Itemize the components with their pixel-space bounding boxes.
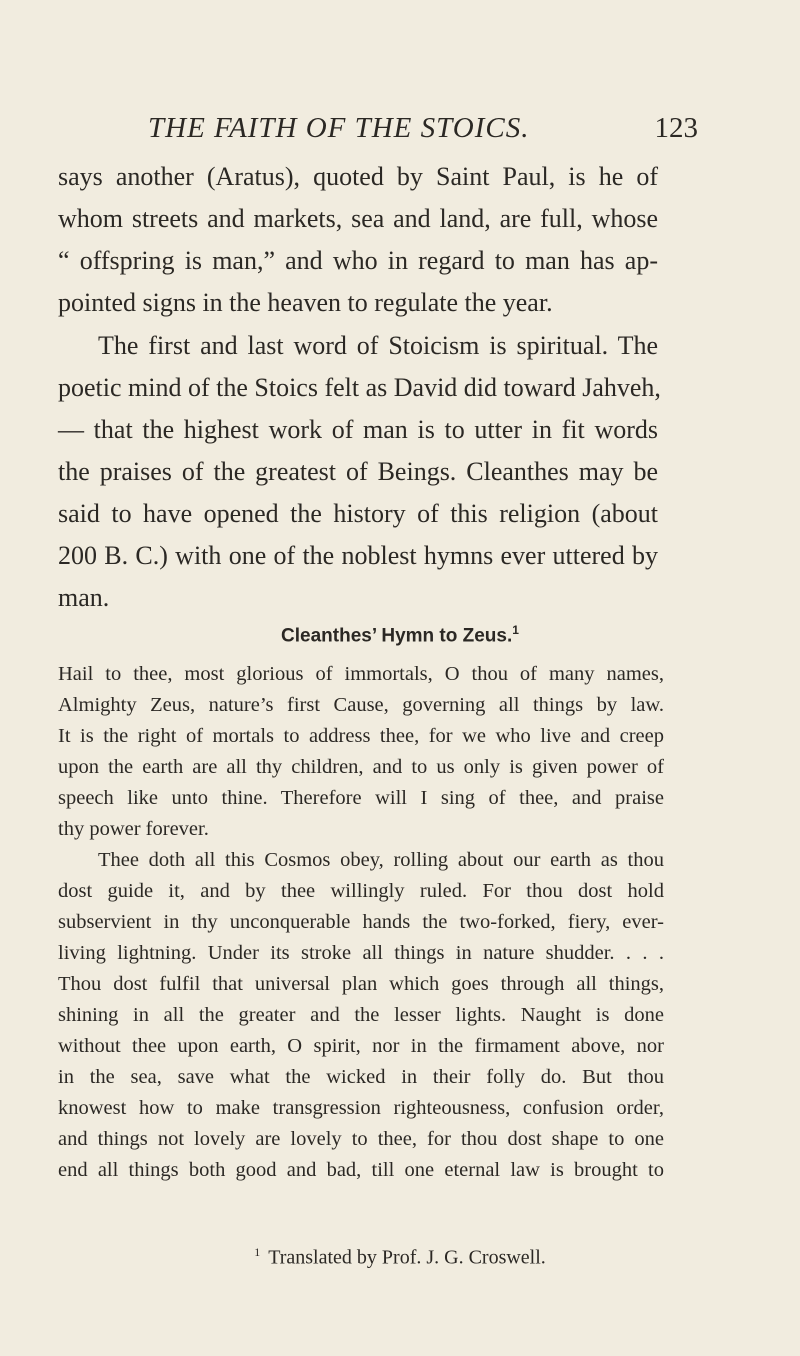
hymn-line: without thee upon earth, O spirit, nor in the firmament above, nor [58, 1035, 664, 1057]
hymn-line: upon the earth are all thy children, and to us only is given power of [58, 756, 664, 778]
hymn-line: end all things both good and bad, till one eternal law is brought to [58, 1159, 664, 1181]
hymn-line: and things not lovely are lovely to thee, for thou dost shape to one [58, 1128, 664, 1150]
text-line: says another (Aratus), quoted by Saint Paul, is he of [58, 162, 658, 191]
footnote-reference: 1 [512, 623, 519, 637]
hymn-line: dost guide it, and by thee willingly ruled. For thou dost hold [58, 880, 664, 902]
text-line: said to have opened the history of this religion (about [58, 499, 658, 528]
hymn-line: speech like unto thine. Therefore will I sing of thee, and praise [58, 787, 664, 809]
hymn-line: Almighty Zeus, nature’s first Cause, governing all things by law. [58, 694, 664, 716]
text-line: poetic mind of the Stoics felt as David did toward Jahveh, [58, 373, 661, 402]
text-line: man. [58, 583, 110, 612]
text-line: pointed signs in the heaven to regulate the year. [58, 288, 553, 317]
running-head [148, 112, 698, 152]
text-line: The first and last word of Stoicism is spiritual. The [98, 331, 658, 360]
hymn-line: in the sea, save what the wicked in their folly do. But thou [58, 1066, 664, 1088]
hymn-line: thy power forever. [58, 818, 209, 840]
hymn-line: subservient in thy unconquerable hands the two-forked, fiery, ever- [58, 911, 664, 933]
hymn-line: living lightning. Under its stroke all things in nature shudder. . . . [58, 942, 664, 964]
hymn-line: Hail to thee, most glorious of immortals, O thou of many names, [58, 663, 664, 685]
text-line: the praises of the greatest of Beings. Cleanthes may be [58, 457, 658, 486]
hymn-heading-text: Cleanthes’ Hymn to Zeus. [281, 625, 513, 647]
text-line: — that the highest work of man is to utter in fit words [58, 415, 658, 444]
hymn-line: It is the right of mortals to address thee, for we who live and creep [58, 725, 664, 747]
hymn-line: Thee doth all this Cosmos obey, rolling about our earth as thou [98, 849, 664, 871]
page-number: 123 [654, 112, 698, 144]
footnote [0, 1245, 800, 1270]
text-line: whom streets and markets, sea and land, are full, whose [58, 204, 658, 233]
footnote-marker: 1 [254, 1245, 261, 1259]
hymn-line: Thou dost fulfil that universal plan which goes through all things, [58, 973, 664, 995]
running-title: THE FAITH OF THE STOICS. [148, 112, 530, 144]
hymn-line: knowest how to make transgression righteousness, confusion order, [58, 1097, 664, 1119]
hymn-heading [0, 623, 800, 647]
footnote-text: Translated by Prof. J. G. Croswell. [268, 1246, 546, 1269]
text-line: 200 B. C.) with one of the noblest hymns ever uttered by [58, 541, 658, 570]
text-line: “ offspring is man,” and who in regard to man has ap- [58, 246, 658, 275]
hymn-line: shining in all the greater and the lesser lights. Naught is done [58, 1004, 664, 1026]
